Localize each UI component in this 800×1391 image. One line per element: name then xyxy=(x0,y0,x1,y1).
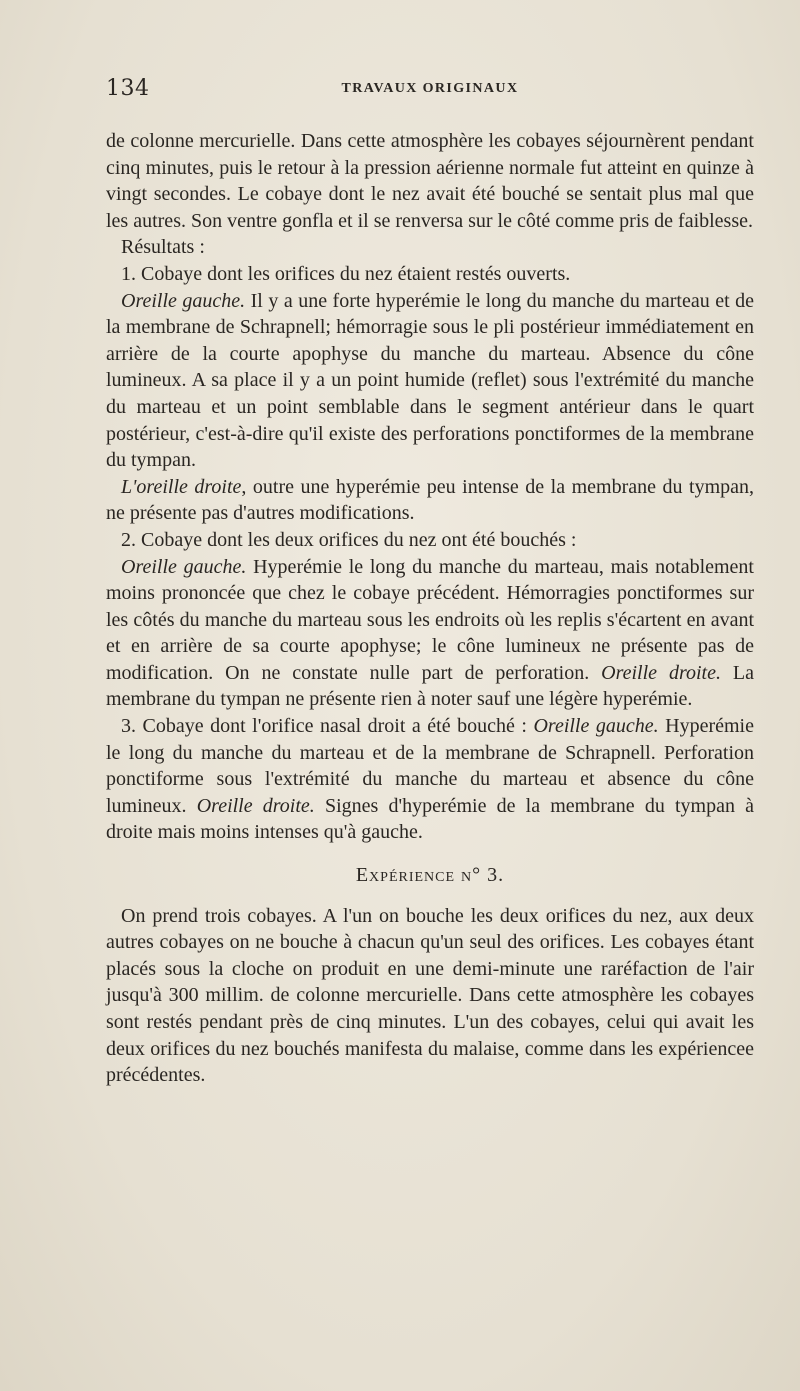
page-header xyxy=(106,76,754,106)
paragraph-1: de colonne mercurielle. Dans cette atmosphère les cobayes séjournèrent pendant cinq minutes, puis le retour à la pression aérienne normale fut atteint en quinze à vingt secondes. Le cobaye dont le nez avait été bouché se sentait plus mal que les autres. Son ventre gonfla et il se renversa sur le côté comme pris de faiblesse. xyxy=(106,130,754,232)
paragraph-case-2: 2. Cobaye dont les deux orifices du nez ont été bouchés : xyxy=(121,528,577,551)
right-ear-text-3: Signes d'hyperémie de la membrane du tympan à droite mais moins intenses qu'à gauche. xyxy=(106,794,754,844)
right-ear-label-2: Oreille droite. xyxy=(601,661,721,684)
paragraph-case-3 xyxy=(106,713,754,846)
resultats-label: Résultats : xyxy=(121,236,205,259)
page-number: 134 xyxy=(106,76,150,101)
body-text xyxy=(106,128,754,1089)
left-ear-label-2: Oreille gauche. xyxy=(121,555,247,578)
right-ear-label-3: Oreille droite. xyxy=(196,794,315,817)
paragraph-case-2-ears xyxy=(106,554,754,714)
left-ear-label-3: Oreille gauche. xyxy=(533,715,659,738)
right-ear-text: , outre une hyperémie peu intense de la membrane du tympan, ne présente pas d'autres modifications. xyxy=(106,475,754,525)
right-ear-label: oreille droite xyxy=(136,475,242,498)
running-title: TRAVAUX ORIGINAUX xyxy=(341,81,519,96)
right-ear-prefix: L' xyxy=(121,475,137,498)
section-heading: Expérience n° 3. xyxy=(355,864,505,887)
paragraph-left-ear-1 xyxy=(106,288,754,474)
paragraph-experiment-3: On prend trois cobayes. A l'un on bouche les deux orifices du nez, aux deux autres cobayes on ne bouche à chacun qu'un seul des orifices. Les cobayes étant placés sous la cloche on produit en une demi-minute une raréfaction de l'air jusqu'à 300 millim. de colonne mercurielle. Dans cette atmosphère les cobayes sont restés pendant près de cinq minutes. L'un des cobayes, celui qui avait les deux orifices du nez bouchés manifesta du malaise, comme dans les expériencee précédentes. xyxy=(106,904,754,1087)
paragraph-case-1: 1. Cobaye dont les orifices du nez étaient restés ouverts. xyxy=(121,262,571,285)
case-3-start: 3. Cobaye dont l'orifice nasal droit a été bouché : xyxy=(121,715,534,738)
right-ear-text-2: La membrane du tympan ne présente rien à noter sauf une légère hyperémie. xyxy=(106,661,755,711)
left-ear-text-3: Hyperémie le long du manche du marteau et de la membrane de Schrapnell. Perforation ponctiforme sous l'extrémité du manche du marteau et absence du cône lumineux. xyxy=(106,715,754,817)
paragraph-right-ear-1 xyxy=(106,474,754,527)
left-ear-text-2: Hyperémie le long du manche du marteau, mais notablement moins prononcée que chez le cobaye précédent. Hémorragies ponctiformes sur les côtés du manche du marteau sous les endroits où les replis s'écartent en avant et en arrière de sa courte apophyse; le cône lumineux ne présente pas de modification. On ne constate nulle part de perforation. xyxy=(106,555,754,684)
left-ear-text: Il y a une forte hyperémie le long du manche du marteau et de la membrane de Schrapnell; hémorragie sous le pli postérieur immédiatement en arrière de la courte apophyse du manche du marteau. Absence du cône lumineux. A sa place il y a un point humide (reflet) sous l'extrémité du manche du marteau et un point semblable dans le segment antérieur dans le quart postérieur, c'est-à-dire qu'il existe des perforations ponctiformes de la membrane du tympan. xyxy=(106,289,754,472)
left-ear-label: Oreille gauche. xyxy=(121,289,246,312)
